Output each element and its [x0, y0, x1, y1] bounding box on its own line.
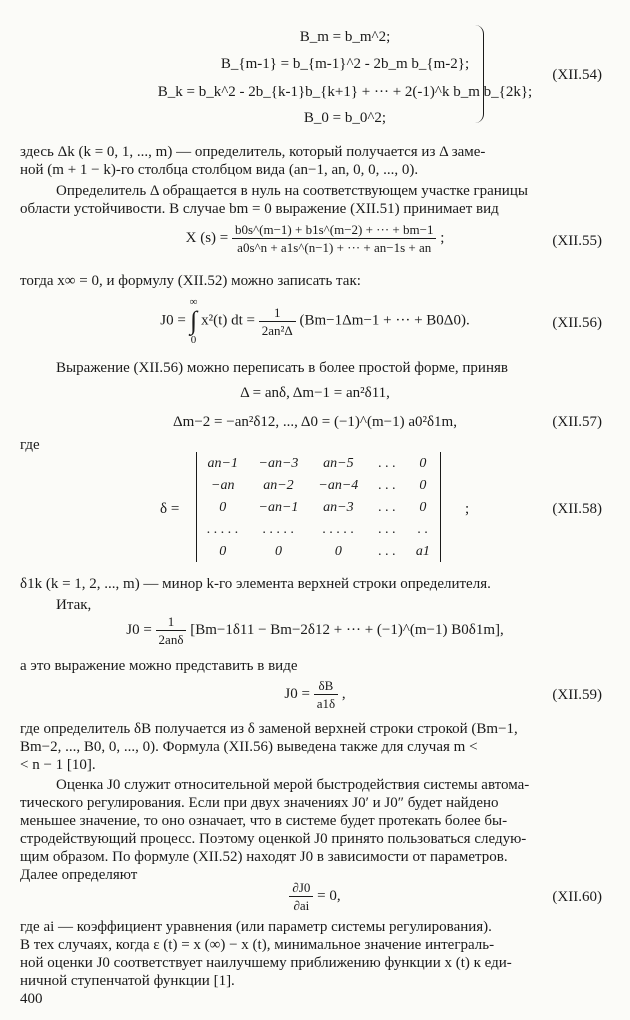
eq-54-line-2: B_{m-1} = b_{m-1}^2 - 2b_m b_{m-2}; — [220, 56, 470, 72]
determinant-row — [197, 496, 440, 518]
determinant-cell: an−1 — [207, 455, 238, 471]
eq-54-number: (XII.54) — [552, 67, 602, 83]
eq-56-fraction — [259, 305, 296, 338]
where-label: где — [20, 437, 40, 453]
para-4-line-1: Выражение (XII.56) можно переписать в более простой форме, приняв — [56, 360, 508, 376]
eq-60-frac-den: ∂ai — [293, 898, 310, 913]
eq-j0-fraction — [156, 614, 187, 647]
page-number: 400 — [20, 991, 43, 1007]
determinant-cell: . . . . . — [322, 521, 355, 537]
determinant-cell: . . . . . — [207, 521, 239, 537]
determinant-row — [197, 518, 440, 540]
eq-60-fraction — [289, 880, 313, 913]
eq-59-fraction — [314, 678, 338, 711]
eq-56-number: (XII.56) — [552, 315, 602, 331]
eq-55-number: (XII.55) — [552, 233, 602, 249]
eq-j0-lhs: J0 = — [126, 621, 152, 638]
determinant-cell: an−5 — [323, 455, 354, 471]
determinant-table — [197, 452, 440, 562]
para-7-line-3: < n − 1 [10]. — [20, 757, 96, 773]
eq-59-lhs: J0 = — [284, 685, 310, 702]
para-8-line-1: Оценка J0 служит относительной мерой быстродействия системы автома- — [56, 777, 530, 793]
eq-58-number: (XII.58) — [552, 501, 602, 517]
determinant-matrix — [196, 452, 441, 562]
eq-59-frac-num: δB — [314, 678, 338, 695]
determinant-cell: an−3 — [323, 499, 354, 515]
determinant-cell: −an−3 — [258, 455, 299, 471]
determinant-cell: . . . — [378, 521, 396, 537]
determinant-cell: a1 — [415, 543, 430, 559]
eq-57-line-2: Δm−2 = −an²δ12, ..., Δ0 = (−1)^(m−1) a0²δ1m, — [173, 414, 457, 430]
determinant-row — [197, 540, 440, 562]
determinant-cell: 0 — [219, 499, 227, 515]
eq-54-line-4: B_0 = b_0^2; — [303, 110, 387, 126]
para-8-line-4: стродействующий процесс. Поэтому оценкой J0 принято пользоваться следую- — [20, 831, 527, 847]
eq-j0-frac-num: 1 — [156, 614, 187, 631]
para-7-line-1: где определитель δB получается из δ заменой верхней строки строкой (Bm−1, — [20, 721, 518, 737]
eq-59 — [20, 678, 610, 711]
para-2-line-1: Определитель Δ обращается в нуль на соответствующем участке границы — [56, 183, 528, 199]
determinant-cell: −an−1 — [258, 499, 299, 515]
para-5-line-1: δ1k (k = 1, 2, ..., m) — минор k-го элемента верхней строки определителя. — [20, 576, 491, 592]
eq-59-number: (XII.59) — [552, 687, 602, 703]
eq-55-fraction — [232, 222, 436, 255]
eq-j0-rhs: [Bm−1δ11 − Bm−2δ12 + ··· + (−1)^(m−1) B0δ1m], — [190, 621, 504, 638]
eq-55-lhs: X (s) = — [185, 229, 229, 246]
eq-55-denominator: a0s^n + a1s^(n−1) + ··· + an−1s + an — [237, 240, 432, 255]
determinant-cell: 0 — [419, 477, 427, 493]
para-8-line-3: меньшее значение, то оно означает, что в системе будет протекать более бы- — [20, 813, 508, 829]
right-brace — [475, 25, 484, 123]
integral-upper-limit: ∞ — [189, 296, 198, 308]
determinant-cell: . . . — [378, 455, 396, 471]
para-8-line-6: Далее определяют — [20, 867, 138, 883]
eq-59-tail: , — [341, 685, 346, 702]
eq-59-frac-den: a1δ — [316, 696, 336, 711]
eq-56-integrand: x²(t) dt = — [201, 312, 255, 329]
para-9-line-4: ничной ступенчатой функции [1]. — [20, 973, 235, 989]
eq-60-frac-num: ∂J0 — [289, 880, 313, 897]
determinant-cell: 0 — [419, 455, 427, 471]
eq-60-number: (XII.60) — [552, 889, 602, 905]
determinant-cell: 0 — [219, 543, 227, 559]
determinant-cell: . . . — [378, 499, 396, 515]
para-7-line-2: Bm−2, ..., B0, 0, ..., 0). Формула (XII.56) выведена также для случая m < — [20, 739, 478, 755]
determinant-cell: . . — [417, 521, 429, 537]
eq-56 — [20, 296, 610, 346]
para-2-line-2: области устойчивости. В случае bm = 0 выражение (XII.51) принимает вид — [20, 201, 499, 217]
determinant-cell: . . . . . — [262, 521, 295, 537]
para-3-line-1: тогда x∞ = 0, и формулу (XII.52) можно записать так: — [20, 273, 361, 289]
para-1-line-1: здесь Δk (k = 0, 1, ..., m) — определитель, который получается из Δ заме- — [20, 144, 486, 160]
determinant-cell: . . . — [378, 543, 396, 559]
eq-54-line-3: B_k = b_k^2 - 2b_{k-1}b_{k+1} + ··· + 2(-1)^k b_m b_{2k}; — [157, 84, 533, 100]
eq-56-frac-num: 1 — [259, 305, 296, 322]
para-6-line-1: а это выражение можно представить в виде — [20, 658, 298, 674]
para-9-line-3: ной оценки J0 соответствует наилучшему приближению функции x (t) к еди- — [20, 955, 512, 971]
eq-60 — [20, 880, 610, 913]
para-8-line-2: тического регулирования. Если при двух значениях J0′ и J0″ будет найдено — [20, 795, 499, 811]
eq-56-rhs: (Bm−1Δm−1 + ··· + B0Δ0). — [299, 312, 470, 329]
para-1-line-2: ной (m + 1 − k)-го столбца столбцом вида (an−1, an, 0, 0, ..., 0). — [20, 162, 419, 178]
integral-lower-limit: 0 — [190, 334, 197, 346]
eq-j0 — [20, 614, 610, 647]
eq-55 — [20, 222, 610, 255]
determinant-cell: . . . — [378, 477, 396, 493]
determinant-cell: an−2 — [263, 477, 294, 493]
eq-58-lhs: δ = — [160, 501, 180, 517]
determinant-cell: 0 — [419, 499, 427, 515]
para-8-line-5: щим образом. По формуле (XII.52) находят J0 в зависимости от параметров. — [20, 849, 508, 865]
para-9-line-1: где ai — коэффициент уравнения (или параметр системы регулирования). — [20, 919, 492, 935]
eq-55-numerator: b0s^(m−1) + b1s^(m−2) + ··· + bm−1 — [232, 222, 436, 239]
eq-57-line-1: Δ = anδ, Δm−1 = an²δ11, — [240, 385, 390, 401]
eq-60-rhs: = 0, — [317, 887, 341, 904]
eq-56-frac-den: 2an²Δ — [261, 322, 293, 338]
eq-55-tail: ; — [440, 229, 445, 246]
eq-57-number: (XII.57) — [552, 414, 602, 430]
eq-58-tail: ; — [465, 501, 470, 517]
para-5-line-2: Итак, — [56, 597, 92, 613]
integral-sign: ∞ ∫ 0 — [189, 296, 198, 346]
determinant-cell: 0 — [334, 543, 342, 559]
determinant-cell: −an−4 — [318, 477, 359, 493]
para-9-line-2: В тех случаях, когда ε (t) = x (∞) − x (t), минимальное значение интеграль- — [20, 937, 495, 953]
determinant-cell: 0 — [274, 543, 282, 559]
page — [20, 0, 610, 1020]
determinant-row — [197, 474, 440, 496]
determinant-cell: −an — [211, 477, 235, 493]
eq-54-line-1: B_m = b_m^2; — [299, 29, 391, 45]
eq-j0-frac-den: 2anδ — [158, 632, 184, 647]
eq-56-lhs: J0 = — [160, 312, 186, 329]
determinant-row — [197, 452, 440, 474]
